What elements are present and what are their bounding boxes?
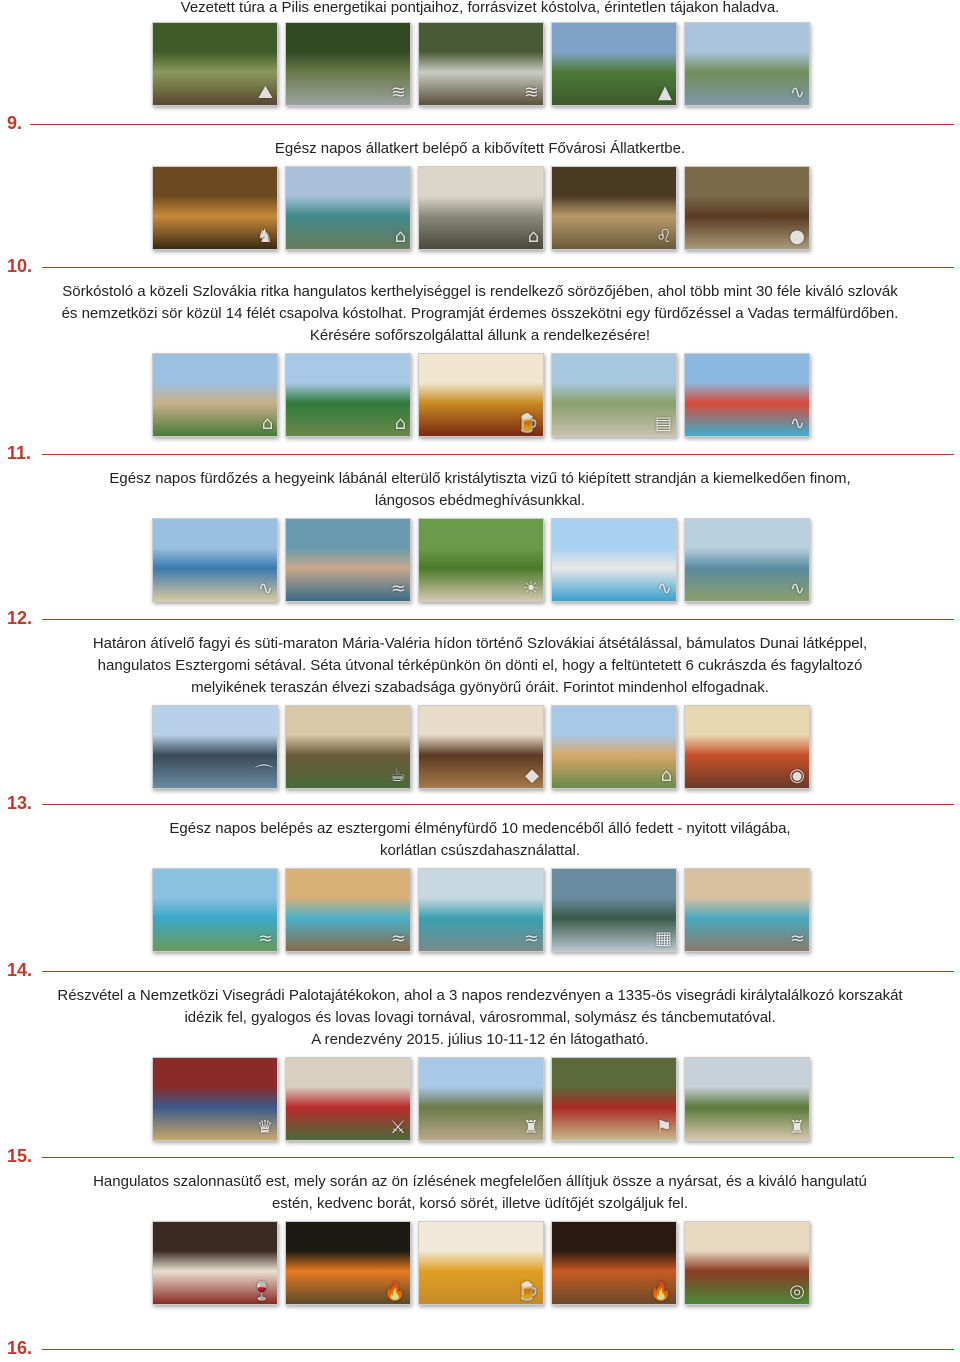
photo-thumbnail bbox=[684, 353, 810, 437]
description-line: Egész napos fürdőzés a hegyeink lábánál elterülő kristálytiszta vizű tó kiépített strandján a kiemelkedően finom, bbox=[109, 470, 851, 487]
photo-thumbnail bbox=[285, 518, 411, 602]
wine-bottles-icon: 🍷 bbox=[250, 1281, 273, 1302]
section-header bbox=[0, 1143, 960, 1169]
photo-thumbnail bbox=[684, 868, 810, 952]
outdoor-pool-icon: ≈ bbox=[257, 928, 273, 949]
castle-icon: ♜ bbox=[522, 1117, 539, 1138]
section-divider bbox=[42, 1349, 954, 1350]
photo-row bbox=[0, 868, 960, 954]
town-square-icon: ⌂ bbox=[660, 765, 672, 786]
photo-thumbnail bbox=[684, 1221, 810, 1305]
photo-thumbnail bbox=[551, 518, 677, 602]
photo-row bbox=[0, 1221, 960, 1307]
campfire-icon: 🔥 bbox=[383, 1281, 406, 1302]
section-header bbox=[0, 1335, 960, 1361]
program-section bbox=[0, 1143, 960, 1307]
zoo-building-icon: ⌂ bbox=[394, 226, 406, 247]
green-house-icon: ⌂ bbox=[394, 413, 406, 434]
photo-thumbnail bbox=[152, 22, 278, 106]
waterfall-icon: ≋ bbox=[523, 82, 539, 103]
photo-thumbnail bbox=[551, 166, 677, 250]
photo-image bbox=[286, 167, 410, 249]
section-description bbox=[0, 985, 960, 1051]
street-icon: ▤ bbox=[654, 413, 672, 434]
photo-thumbnail bbox=[152, 705, 278, 789]
section-header bbox=[0, 110, 960, 136]
cafe-terrace-icon: ☕ bbox=[389, 765, 406, 786]
section-number: 16. bbox=[7, 1338, 33, 1358]
photo-thumbnail bbox=[418, 22, 544, 106]
photo-thumbnail bbox=[551, 705, 677, 789]
photo-thumbnail bbox=[152, 1057, 278, 1141]
section-header bbox=[0, 605, 960, 631]
photo-thumbnail bbox=[152, 1221, 278, 1305]
section-header bbox=[0, 440, 960, 466]
photo-thumbnail bbox=[285, 705, 411, 789]
parade-icon: ⚑ bbox=[655, 1117, 672, 1138]
giraffe-icon: ♞ bbox=[256, 226, 273, 247]
photo-image bbox=[552, 706, 676, 788]
section-divider bbox=[30, 124, 954, 125]
description-line: lángosos ebédmeghívásunkkal. bbox=[374, 492, 586, 509]
photo-thumbnail bbox=[551, 353, 677, 437]
section-divider bbox=[42, 971, 954, 972]
photo-image bbox=[419, 167, 543, 249]
glass-building-icon: ▦ bbox=[654, 928, 672, 949]
photo-thumbnail bbox=[285, 22, 411, 106]
photo-thumbnail bbox=[418, 705, 544, 789]
photo-thumbnail bbox=[285, 1221, 411, 1305]
section-number: 15. bbox=[7, 1146, 33, 1166]
program-section bbox=[0, 790, 960, 954]
photo-thumbnail bbox=[684, 22, 810, 106]
section-divider bbox=[42, 454, 954, 455]
program-section bbox=[0, 253, 960, 439]
ice-cream-icon: ◉ bbox=[789, 765, 805, 786]
pool-hall-icon: ≈ bbox=[523, 928, 539, 949]
photo-thumbnail bbox=[551, 1057, 677, 1141]
section-description bbox=[0, 818, 960, 862]
photo-thumbnail bbox=[551, 22, 677, 106]
section-number: 9. bbox=[7, 113, 23, 133]
photo-row bbox=[0, 518, 960, 604]
section-description bbox=[0, 468, 960, 512]
sunbathing-lawn-icon: ☀ bbox=[522, 578, 539, 599]
photo-thumbnail bbox=[684, 518, 810, 602]
zoo-gate-icon: ⌂ bbox=[527, 226, 539, 247]
section-divider bbox=[42, 267, 954, 268]
photo-thumbnail bbox=[418, 1221, 544, 1305]
section-header bbox=[0, 790, 960, 816]
section-header bbox=[0, 253, 960, 279]
description-line: hangulatos Esztergomi sétával. Séta útvonal térképünkön ön dönti el, hogy a feltüntetett 6 cukrászda és fagylaltozó bbox=[97, 657, 863, 674]
photo-thumbnail bbox=[152, 868, 278, 952]
program-section bbox=[0, 957, 960, 1143]
photo-row bbox=[0, 166, 960, 252]
program-section bbox=[0, 110, 960, 252]
section-description bbox=[0, 138, 960, 160]
photo-thumbnail bbox=[684, 166, 810, 250]
intro-text: Vezetett túra a Pilis energetikai pontjaihoz, forrásvizet kóstolva, érintetlen tájakon haladva. bbox=[180, 0, 780, 16]
photo-thumbnail bbox=[152, 166, 278, 250]
description-line: Egész napos állatkert belépő a kibővített Fővárosi Állatkertbe. bbox=[274, 140, 686, 157]
pub-building-icon: ⌂ bbox=[261, 413, 273, 434]
knight-icon: ⚔ bbox=[389, 1117, 406, 1138]
photo-thumbnail bbox=[418, 518, 544, 602]
section-divider bbox=[42, 804, 954, 805]
medieval-costume-icon: ♛ bbox=[256, 1117, 273, 1138]
photo-thumbnail bbox=[285, 868, 411, 952]
description-line: és nemzetközi sör közül 14 félét csapolva kóstolhat. Programját érdemes összekötni egy fürdőzéssel a Vadas termálfürdőben. bbox=[61, 305, 899, 322]
section-number: 11. bbox=[7, 443, 32, 463]
spa-pool-icon: ≈ bbox=[789, 928, 805, 949]
description-line: Egész napos belépés az esztergomi élményfürdő 10 medencéből álló fedett - nyitott világába, bbox=[169, 820, 791, 837]
intro-photo-row bbox=[0, 22, 960, 108]
section-number: 10. bbox=[7, 256, 33, 276]
section-description bbox=[0, 633, 960, 699]
photo-thumbnail bbox=[152, 518, 278, 602]
water-slide-icon: ∿ bbox=[789, 413, 805, 434]
forest-hills-icon: ▲ bbox=[658, 82, 672, 103]
cake-icon: ◆ bbox=[525, 765, 539, 786]
rock-cliff-icon: ⛰ bbox=[257, 82, 273, 103]
section-divider bbox=[42, 1157, 954, 1158]
photo-thumbnail bbox=[152, 353, 278, 437]
beer-glasses-icon: 🍺 bbox=[516, 413, 539, 434]
river-valley-icon: ∿ bbox=[789, 82, 805, 103]
section-number: 12. bbox=[7, 608, 33, 628]
description-line: melyikének teraszán élvezi szabadsága gyönyörű óráit. Forintot mindenhol elfogadnak. bbox=[191, 679, 769, 696]
photo-thumbnail bbox=[551, 1221, 677, 1305]
program-section bbox=[0, 440, 960, 604]
lake-shore-icon: ∿ bbox=[789, 578, 805, 599]
photo-thumbnail bbox=[418, 353, 544, 437]
program-section bbox=[0, 605, 960, 791]
description-line: A rendezvény 2015. július 10-11-12 én látogatható. bbox=[311, 1031, 649, 1048]
waterfall-icon: ≋ bbox=[390, 82, 406, 103]
description-line: korlátlan csúszdahasználattal. bbox=[379, 842, 581, 859]
photo-row bbox=[0, 1057, 960, 1143]
section-description bbox=[0, 1171, 960, 1215]
description-line: estén, kedvenc borát, korsó sörét, illetve üdítőjét szolgáljuk fel. bbox=[271, 1195, 689, 1212]
description-line: idézik fel, gyalogos és lovas lovagi tornával, városrommal, solymász és táncbemutatóval. bbox=[184, 1009, 776, 1026]
lake-beach-icon: ∿ bbox=[257, 578, 273, 599]
roasting-icon: 🔥 bbox=[649, 1281, 672, 1302]
photo-row bbox=[0, 22, 960, 108]
photo-thumbnail bbox=[285, 1057, 411, 1141]
description-line: Határon átívelő fagyi és süti-maraton Mária-Valéria hídon történő Szlovákiai átsétálással, bámulatos Dunai látképpel, bbox=[92, 635, 868, 652]
section-number: 14. bbox=[7, 960, 33, 980]
bear-icon: ● bbox=[789, 226, 805, 247]
section-number: 13. bbox=[7, 793, 33, 813]
photo-thumbnail bbox=[418, 1057, 544, 1141]
photo-thumbnail bbox=[684, 1057, 810, 1141]
description-line: Sörkóstoló a közeli Szlovákia ritka hangulatos kerthelyiséggel is rendelkező sörözőjében, ahol több mint 30 féle kiváló szlovák bbox=[62, 283, 898, 300]
section-header bbox=[0, 957, 960, 983]
description-line: Részvétel a Nemzetközi Visegrádi Palotajátékokon, ahol a 3 napos rendezvényen a 1335-ös visegrádi királytalálkozó korszakát bbox=[57, 987, 903, 1004]
slide-tower-icon: ∿ bbox=[656, 578, 672, 599]
photo-image bbox=[153, 354, 277, 436]
description-line: Hangulatos szalonnasütő est, mely során az ön ízlésének megfelelően állítjuk össze a nyársat, és a kiváló hangulatú bbox=[93, 1173, 867, 1190]
section-divider bbox=[42, 619, 954, 620]
photo-thumbnail bbox=[551, 868, 677, 952]
fortress-icon: ♜ bbox=[788, 1117, 805, 1138]
photo-thumbnail bbox=[684, 705, 810, 789]
photo-row bbox=[0, 705, 960, 791]
photo-thumbnail bbox=[285, 353, 411, 437]
description-line: Kérésére sofőrszolgálattal állunk a rendelkezésére! bbox=[309, 327, 651, 344]
photo-thumbnail bbox=[418, 166, 544, 250]
program-section bbox=[0, 1335, 960, 1361]
section-description bbox=[0, 281, 960, 347]
swimmers-icon: ≈ bbox=[390, 578, 406, 599]
bridge-icon: ⌒ bbox=[255, 764, 273, 785]
photo-image bbox=[286, 354, 410, 436]
beer-glasses-icon: 🍺 bbox=[516, 1281, 539, 1302]
photo-thumbnail bbox=[418, 868, 544, 952]
skewer-plate-icon: ◎ bbox=[789, 1281, 805, 1302]
indoor-pool-icon: ≈ bbox=[390, 928, 406, 949]
photo-row bbox=[0, 353, 960, 439]
lion-icon: ♌ bbox=[655, 226, 672, 247]
photo-thumbnail bbox=[285, 166, 411, 250]
